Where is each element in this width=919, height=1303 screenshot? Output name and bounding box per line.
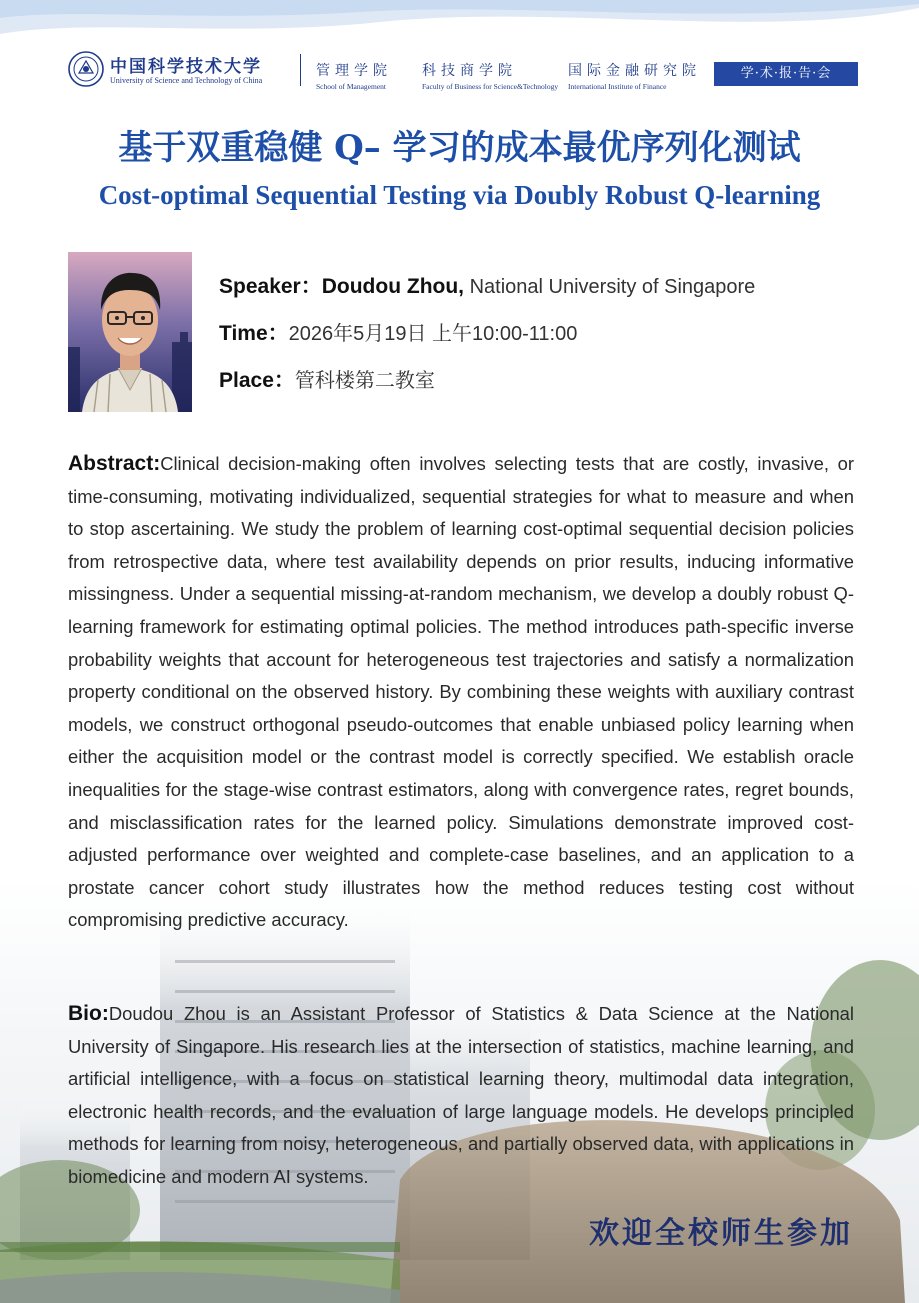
abstract-text: Clinical decision-making often involves selecting tests that are costly, invasive, or time-consuming, motivating individualized, sequential strategies for what to measure and when to stop ascertaining. We study the problem of learning cost-optimal sequential decision policies from retrospective data, where test availability depends on prior results, inducing informative missingness. Under a sequential missing-at-random mechanism, we develop a doubly robust Q-learning framework for estimating optimal policies. The method introduces path-specific inverse probability weights that account for heterogeneous test trajectories and satisfy a normalization property conditional on the observed history. By combining these weights with auxiliary contrast models, we construct orthogonal pseudo-outcomes that enable unbiased policy learning when either the acquisition model or the contrast model is correctly specified. We establish oracle inequalities for the stage-wise contrast estimators, along with convergence rates, regret bounds, and misclassification rates for the learned policy. Simulations demonstrate improved cost-adjusted performance over weighted and complete-case baselines, and an application to a prostate cancer cohort study illustrates how the method reduces testing cost without compromising predictive accuracy.	[68, 453, 854, 931]
speaker-affiliation: National University of Singapore	[464, 276, 756, 298]
place-label: Place：	[219, 369, 295, 392]
talk-title-en: Cost-optimal Sequential Testing via Doubly Robust Q-learning	[98, 180, 821, 210]
time-line	[219, 317, 577, 347]
talk-title-cn: 基于双重稳健 Q– 学习的成本最优序列化测试	[118, 128, 801, 168]
school-name-cn: 科技商学院	[422, 63, 517, 79]
school-management	[316, 60, 392, 91]
university-name-cn: 中国科学技术大学	[110, 57, 262, 77]
school-name-en: Faculty of Business for Science&Technology	[422, 82, 559, 91]
abstract-label: Abstract:	[68, 452, 161, 475]
header-bar	[68, 48, 858, 92]
speaker-label: Speaker：	[219, 275, 322, 298]
school-name-en: International Institute of Finance	[568, 82, 667, 91]
school-name-en: School of Management	[316, 82, 386, 91]
university-name-en: University of Science and Technology of China	[110, 76, 263, 85]
welcome-message: 欢迎全校师生参加	[589, 1216, 853, 1251]
school-name-cn: 国际金融研究院	[568, 63, 701, 79]
time-label: Time：	[219, 322, 289, 345]
school-name-cn: 管理学院	[316, 63, 392, 79]
abstract-paragraph	[68, 448, 854, 937]
speaker-name: Doudou Zhou,	[321, 275, 465, 298]
time-value: 2026年5月19日 上午10:00-11:00	[288, 323, 578, 345]
bio-paragraph	[68, 998, 854, 1194]
place-line	[219, 364, 435, 394]
bio-text: Doudou Zhou is an Assistant Professor of Statistics & Data Science at the National University of Singapore. His research lies at the intersection of statistics, machine learning, and artificial intelligence, with a focus on statistical learning theory, multimodal data integration, electronic health records, and the evaluation of large language models. He develops principled methods for learning from noisy, heterogeneous, and partially observed data, with applications in biomedicine and modern AI systems.	[68, 1003, 854, 1187]
speaker-line	[219, 270, 755, 300]
place-value: 管科楼第二教室	[294, 370, 435, 392]
speaker-photo	[68, 252, 192, 412]
school-finance	[568, 60, 701, 91]
ustc-seal-icon	[68, 51, 104, 87]
header-divider	[300, 54, 301, 86]
seminar-badge: 学·术·报·告·会	[714, 62, 858, 86]
school-business	[422, 60, 558, 91]
bio-label: Bio:	[68, 1002, 109, 1025]
